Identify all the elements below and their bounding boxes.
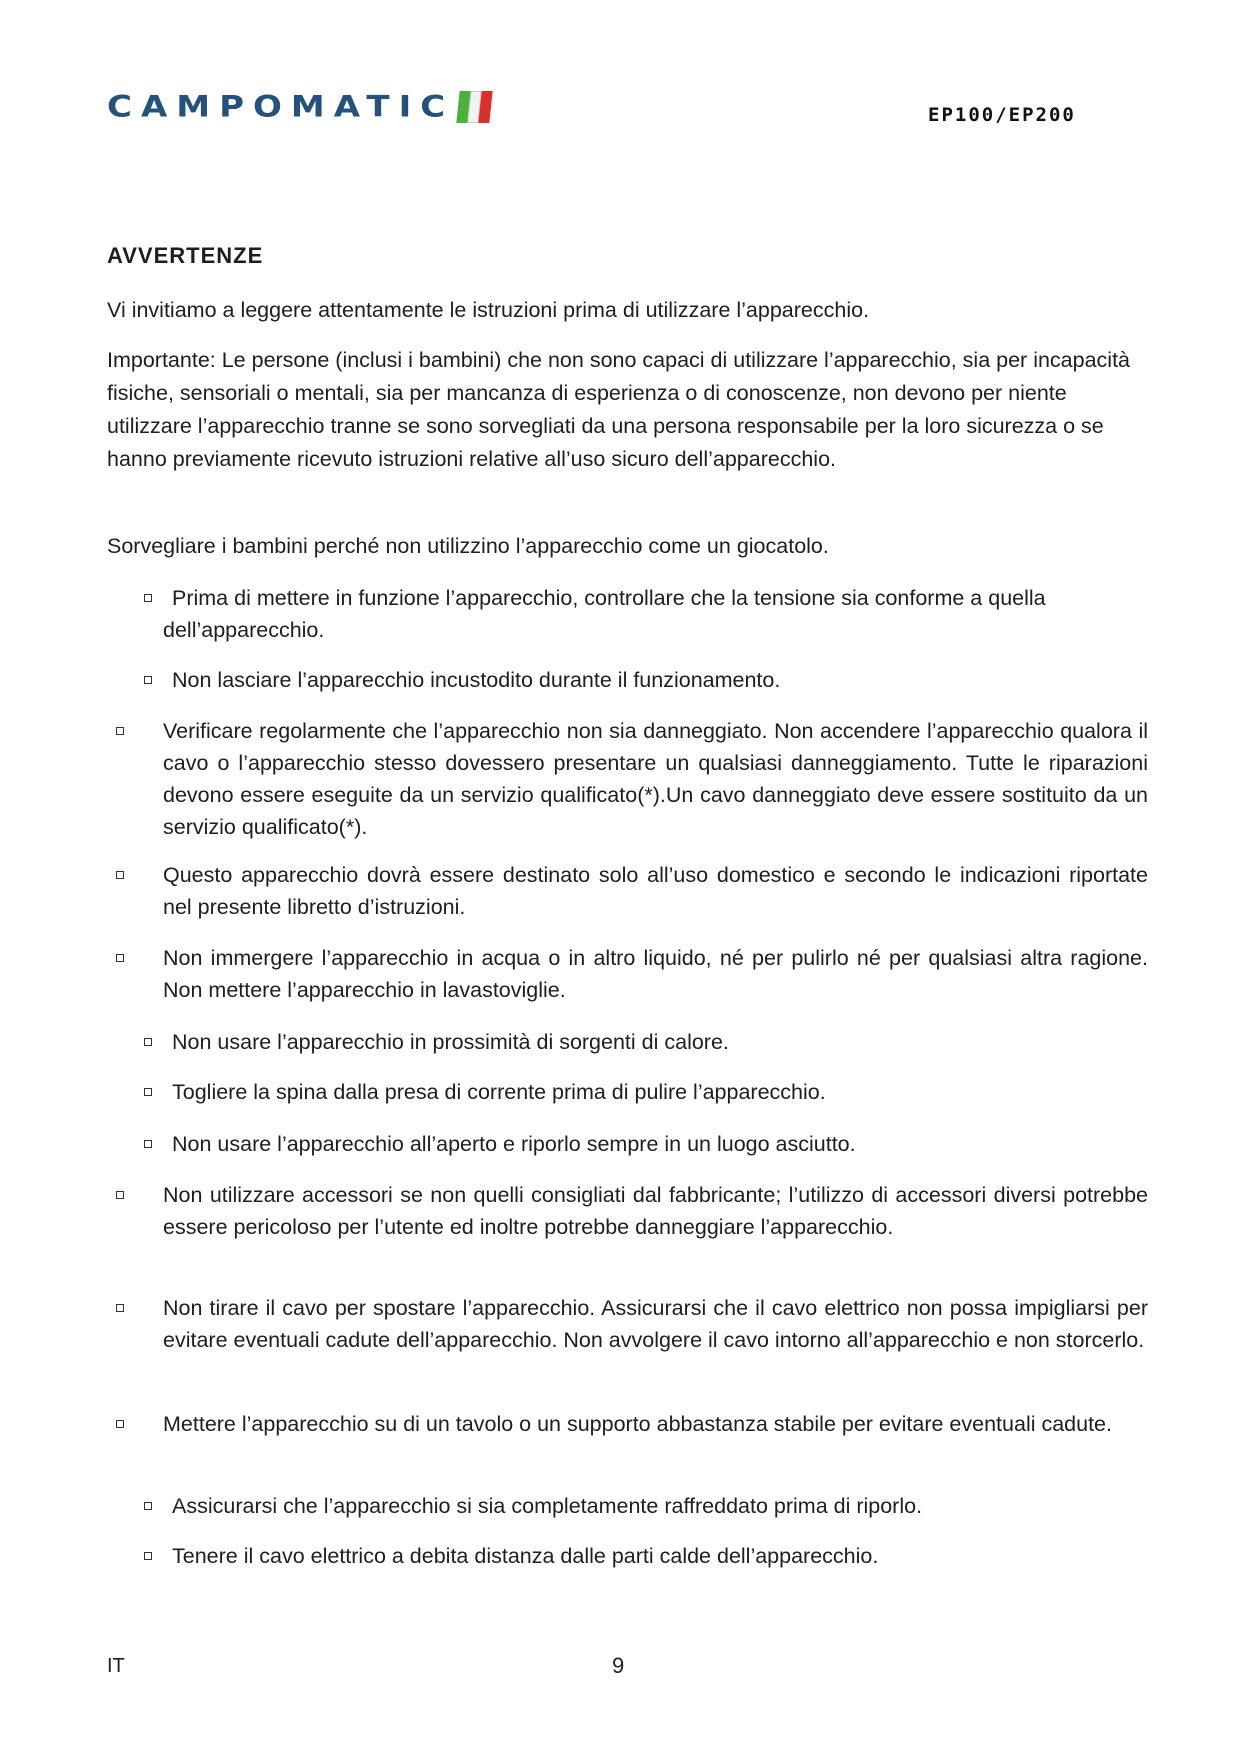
checkbox-bullet-icon bbox=[116, 1420, 124, 1428]
list-item-text: Non utilizzare accessori se non quelli consigliati dal fabbricante; l’utilizzo di accessori diversi potrebbe essere pericoloso per l’utente ed inoltre potrebbe danneggiare l’apparecchio. bbox=[163, 1183, 1148, 1239]
list-item bbox=[163, 1408, 1148, 1440]
list-item-text: Non usare l’apparecchio all’aperto e riporlo sempre in un luogo asciutto. bbox=[172, 1132, 856, 1156]
list-item-text: Non lasciare l’apparecchio incustodito durante il funzionamento. bbox=[172, 668, 781, 692]
list-item bbox=[163, 715, 1148, 843]
brand-logo bbox=[107, 89, 491, 125]
list-item bbox=[163, 942, 1148, 1006]
list-item-text: Tenere il cavo elettrico a debita distanza dalle parti calde dell’apparecchio. bbox=[172, 1544, 879, 1568]
important-paragraph: Importante: Le persone (inclusi i bambini) che non sono capaci di utilizzare l’apparecchio, sia per incapacità fisiche, sensoriali o mentali, sia per mancanza di esperienza o di conoscenze, non devono per niente utilizzare l’apparecchio tranne se sono sorvegliati da una persona responsabile per la loro sicurezza o se hanno previamente ricevuto istruzioni relative all’uso sicuro dell’apparecchio. bbox=[107, 348, 1131, 471]
checkbox-bullet-icon bbox=[116, 1304, 124, 1312]
list-item-text: Assicurarsi che l’apparecchio si sia completamente raffreddato prima di riporlo. bbox=[172, 1494, 923, 1518]
list-item-text: Verificare regolarmente che l’apparecchio non sia danneggiato. Non accendere l’apparecchio qualora il cavo o l’apparecchio stesso dovessero presentare un qualsiasi danneggiamento. Tutte le riparazioni devono essere eseguite da un servizio qualificato(*).Un cavo danneggiato deve essere sostituito da un servizio qualificato(*). bbox=[163, 719, 1148, 839]
model-number: EP100/EP200 bbox=[928, 104, 1076, 126]
checkbox-bullet-icon bbox=[144, 1038, 152, 1046]
list-item bbox=[163, 1292, 1148, 1356]
list-item bbox=[163, 582, 1148, 646]
checkbox-bullet-icon bbox=[144, 1140, 152, 1148]
list-item bbox=[163, 1179, 1148, 1243]
list-item-text: Non tirare il cavo per spostare l’apparecchio. Assicurarsi che il cavo elettrico non possa impigliarsi per evitare eventuali cadute dell’apparecchio. Non avvolgere il cavo intorno all’apparecchio e non storcerlo. bbox=[163, 1296, 1148, 1352]
list-item-text: Prima di mettere in funzione l’apparecchio, controllare che la tensione sia conforme a quella dell’apparecchio. bbox=[163, 586, 1046, 642]
logo-text: CAMPOMATIC bbox=[107, 90, 455, 124]
list-item bbox=[163, 1490, 1148, 1522]
list-item-text: Questo apparecchio dovrà essere destinato solo all’uso domestico e secondo le indicazioni riportate nel presente libretto d’istruzioni. bbox=[163, 863, 1148, 919]
list-item-text: Non immergere l’apparecchio in acqua o in altro liquido, né per pulirlo né per qualsiasi altra ragione. Non mettere l’apparecchio in lavastoviglie. bbox=[163, 946, 1148, 1002]
children-paragraph: Sorvegliare i bambini perché non utilizzino l’apparecchio come un giocatolo. bbox=[107, 534, 829, 558]
intro-paragraph: Vi invitiamo a leggere attentamente le istruzioni prima di utilizzare l’apparecchio. bbox=[107, 298, 870, 322]
list-item-text: Non usare l’apparecchio in prossimità di sorgenti di calore. bbox=[172, 1030, 729, 1054]
list-item-text: Togliere la spina dalla presa di corrente prima di pulire l’apparecchio. bbox=[172, 1080, 826, 1104]
checkbox-bullet-icon bbox=[116, 954, 124, 962]
italian-flag-icon bbox=[457, 91, 493, 123]
checkbox-bullet-icon bbox=[116, 871, 124, 879]
checkbox-bullet-icon bbox=[116, 1191, 124, 1199]
footer-language: IT bbox=[107, 1655, 125, 1677]
checkbox-bullet-icon bbox=[116, 727, 124, 735]
checkbox-bullet-icon bbox=[144, 1502, 152, 1510]
checkbox-bullet-icon bbox=[144, 594, 152, 602]
checkbox-bullet-icon bbox=[144, 1088, 152, 1096]
page-number: 9 bbox=[612, 1653, 625, 1678]
section-title: AVVERTENZE bbox=[107, 243, 264, 268]
list-item bbox=[163, 1026, 1148, 1058]
checkbox-bullet-icon bbox=[144, 676, 152, 684]
list-item bbox=[163, 1076, 1148, 1108]
list-item bbox=[163, 664, 1148, 696]
list-item bbox=[163, 1128, 1148, 1160]
list-item-text: Mettere l’apparecchio su di un tavolo o un supporto abbastanza stabile per evitare eventuali cadute. bbox=[163, 1412, 1112, 1436]
list-item bbox=[163, 859, 1148, 923]
list-item bbox=[163, 1540, 1148, 1572]
checkbox-bullet-icon bbox=[144, 1552, 152, 1560]
